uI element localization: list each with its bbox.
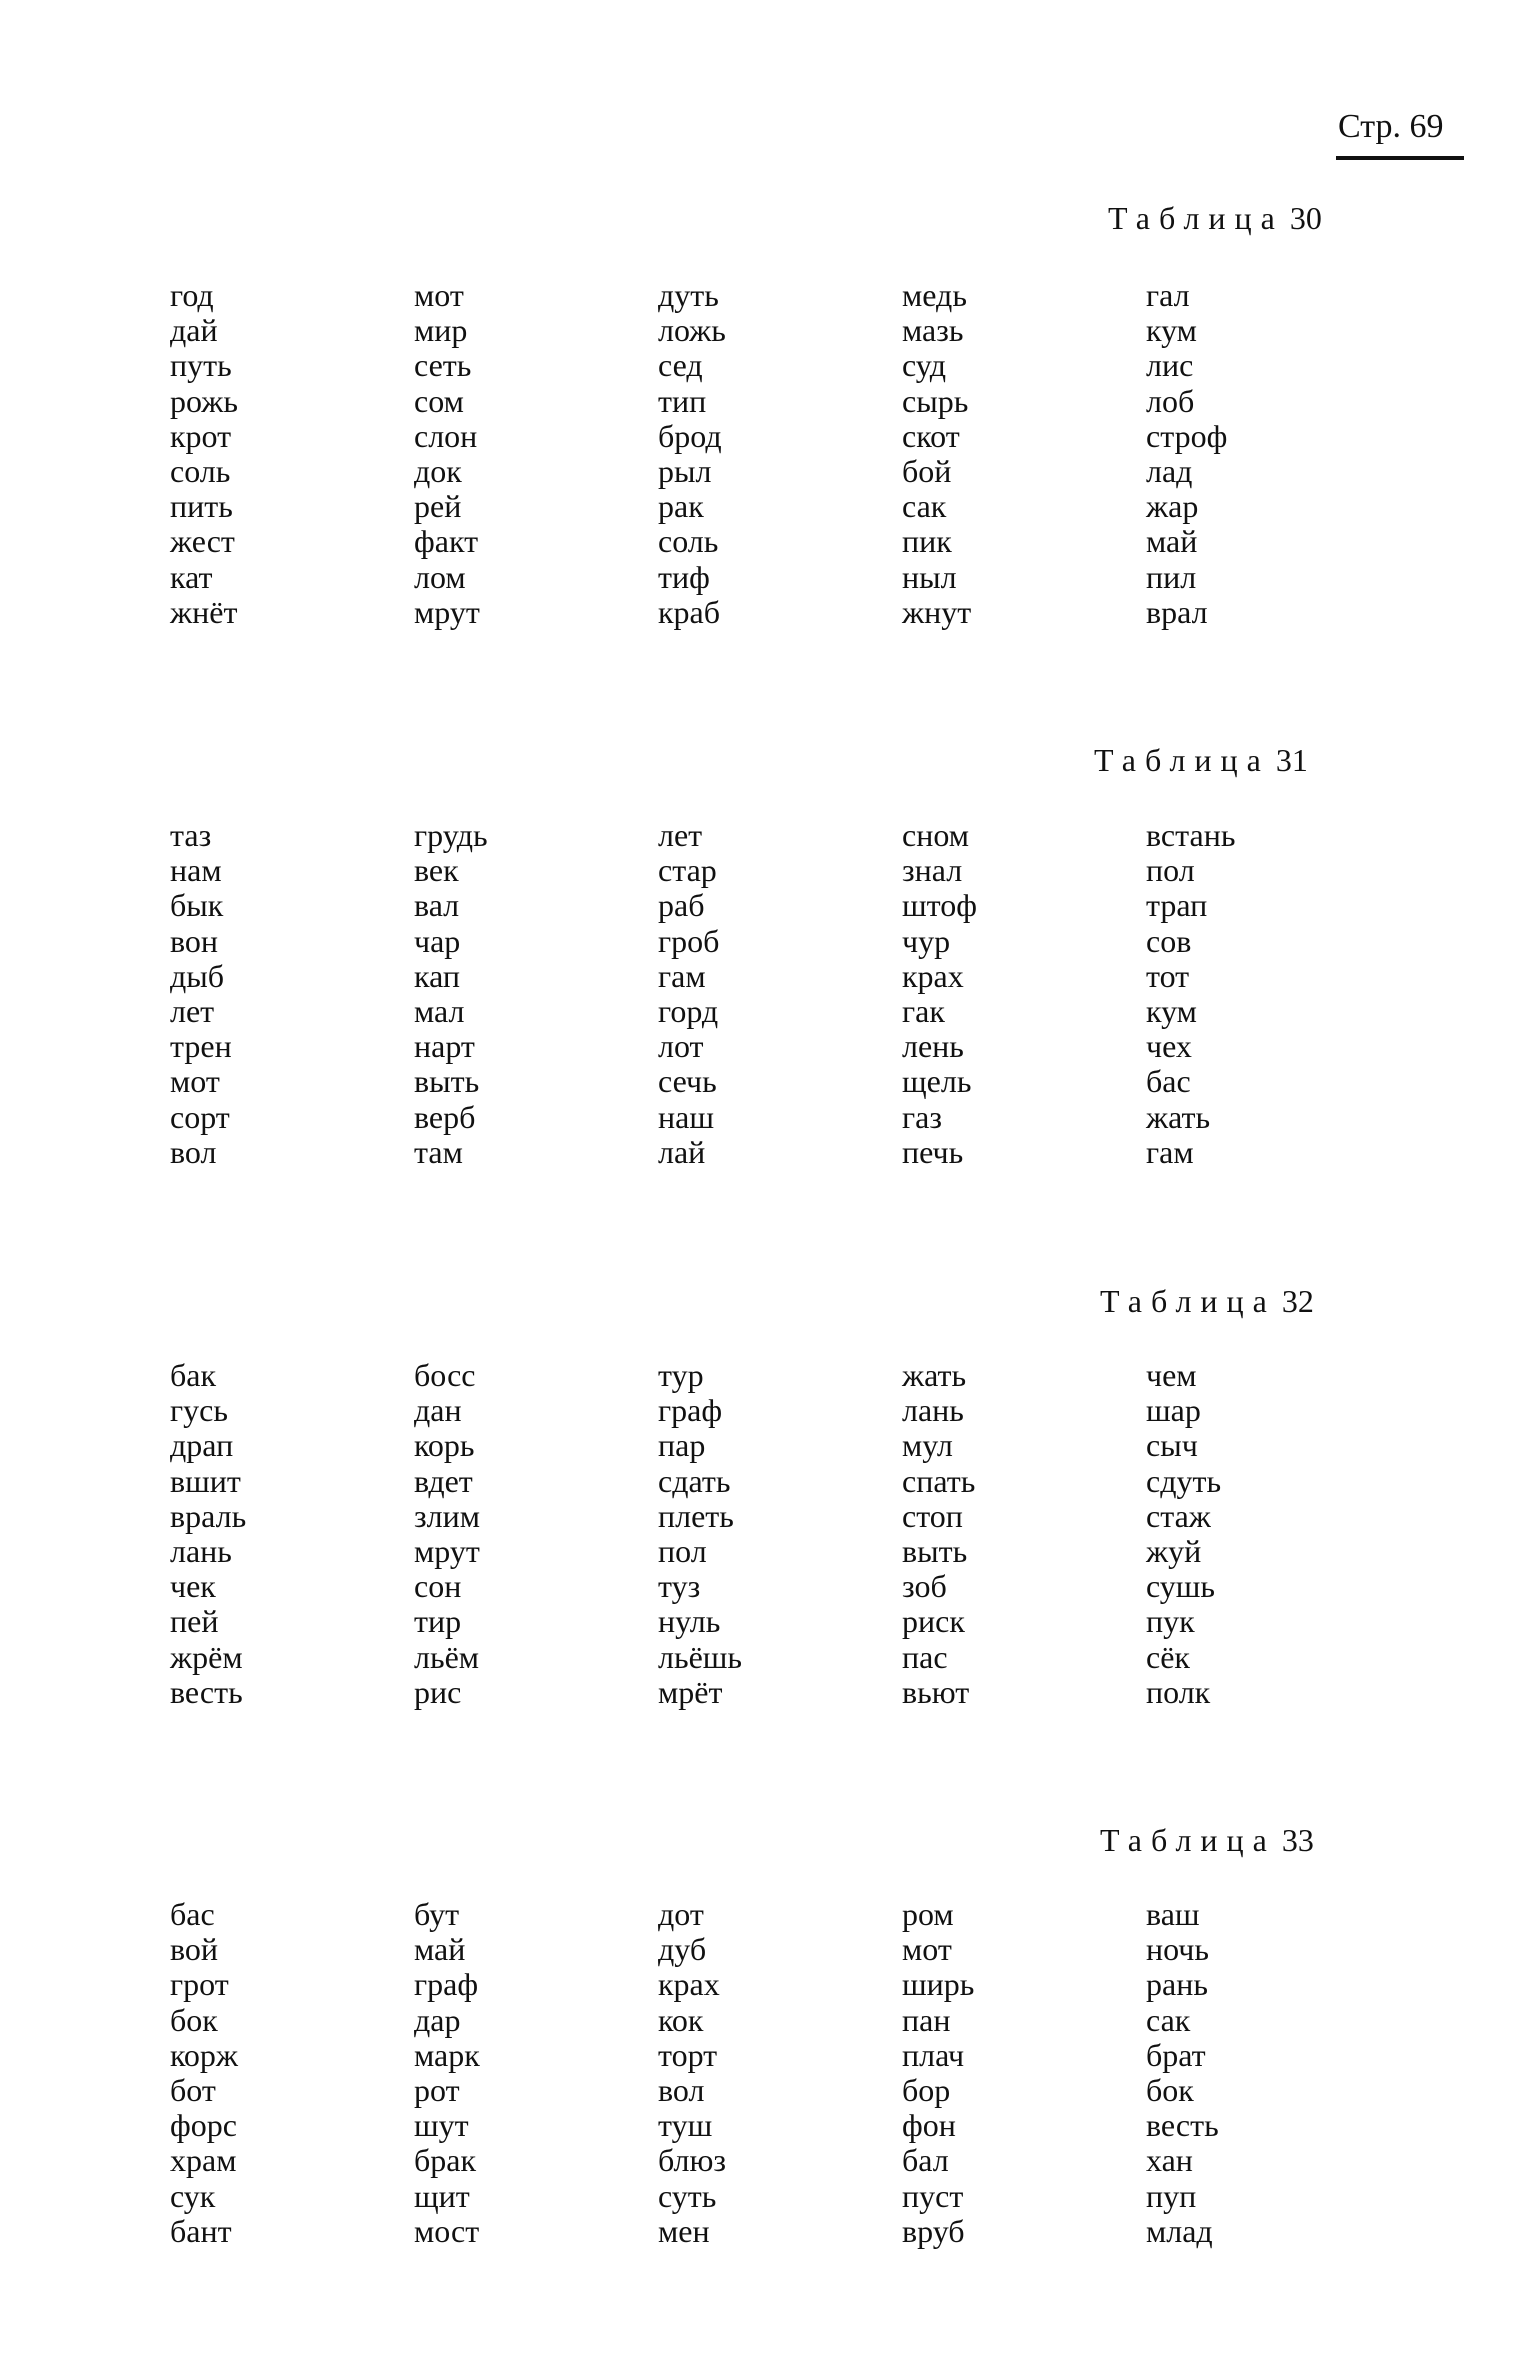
word-item: гам xyxy=(1146,1133,1194,1170)
word-item: мот xyxy=(170,1063,220,1100)
word-item: год xyxy=(170,277,214,313)
word-item: бок xyxy=(170,2001,218,2038)
word-item: туз xyxy=(658,1568,701,1605)
word-item: штоф xyxy=(902,887,977,924)
word-item: пил xyxy=(1146,558,1197,595)
word-item: встань xyxy=(1146,817,1236,853)
table-33-heading xyxy=(1100,1822,1314,1859)
word-item: гроб xyxy=(658,922,720,959)
word-item: жнёт xyxy=(170,593,238,630)
word-item: марк xyxy=(414,2036,480,2073)
word-item: весть xyxy=(170,1673,243,1710)
word-item: нам xyxy=(170,852,222,889)
word-item: ром xyxy=(902,1896,954,1932)
word-column xyxy=(902,278,971,630)
word-item: брод xyxy=(658,417,722,454)
word-item: бык xyxy=(170,887,224,924)
word-item: сыч xyxy=(1146,1427,1198,1464)
word-item: мул xyxy=(902,1427,953,1464)
word-item: брак xyxy=(414,2142,477,2179)
word-item: мазь xyxy=(902,312,964,349)
word-item: стар xyxy=(658,852,717,889)
word-item: наш xyxy=(658,1098,714,1135)
word-item: сдать xyxy=(658,1462,731,1499)
word-item: плач xyxy=(902,2036,965,2073)
word-item: факт xyxy=(414,523,479,560)
word-item: май xyxy=(414,1931,466,1968)
word-item: пей xyxy=(170,1603,219,1640)
word-item: полк xyxy=(1146,1673,1211,1710)
word-item: сон xyxy=(414,1568,462,1605)
word-item: жать xyxy=(902,1357,967,1393)
word-item: весть xyxy=(1146,2107,1219,2144)
word-item: хан xyxy=(1146,2142,1193,2179)
page-number: Стр. 69 xyxy=(1338,108,1444,145)
word-item: дуть xyxy=(658,277,719,313)
word-item: пас xyxy=(902,1638,948,1675)
word-item: суд xyxy=(902,347,947,384)
word-item: газ xyxy=(902,1098,942,1135)
table-heading-label: Таблица xyxy=(1108,200,1284,236)
word-item: чек xyxy=(170,1568,216,1605)
word-item: рот xyxy=(414,2071,460,2108)
word-column xyxy=(1146,278,1227,630)
word-item: вьют xyxy=(902,1673,970,1710)
word-column xyxy=(170,1358,246,1710)
word-item: ложь xyxy=(658,312,726,349)
word-item: рыл xyxy=(658,452,712,489)
word-item: рань xyxy=(1146,1966,1208,2003)
word-item: вал xyxy=(414,887,460,924)
word-column xyxy=(658,278,726,630)
word-item: гал xyxy=(1146,277,1190,313)
word-column xyxy=(658,818,719,1170)
word-item: вшит xyxy=(170,1462,241,1499)
word-item: горд xyxy=(658,992,719,1029)
word-item: выть xyxy=(902,1532,968,1569)
word-item: крах xyxy=(902,957,964,994)
word-item: жрём xyxy=(170,1638,243,1675)
word-item: вон xyxy=(170,922,219,959)
word-item: мрёт xyxy=(658,1673,723,1710)
word-item: сечь xyxy=(658,1063,717,1100)
word-item: шут xyxy=(414,2107,469,2144)
word-column xyxy=(170,1897,238,2249)
word-item: чур xyxy=(902,922,951,959)
word-item: бас xyxy=(170,1896,215,1932)
word-item: жать xyxy=(1146,1098,1211,1135)
word-item: корж xyxy=(170,2036,239,2073)
table-heading-number: 30 xyxy=(1289,200,1322,236)
word-item: шар xyxy=(1146,1392,1201,1429)
word-item: стоп xyxy=(902,1497,963,1534)
word-item: дай xyxy=(170,312,218,349)
word-item: соль xyxy=(658,523,719,560)
word-item: трап xyxy=(1146,887,1208,924)
word-item: нуль xyxy=(658,1603,721,1640)
word-item: лад xyxy=(1146,452,1193,489)
word-item: кок xyxy=(658,2001,704,2038)
word-item: сед xyxy=(658,347,703,384)
word-item: май xyxy=(1146,523,1198,560)
word-item: сеть xyxy=(414,347,472,384)
word-item: ныл xyxy=(902,558,957,595)
word-item: лень xyxy=(902,1028,964,1065)
word-item: там xyxy=(414,1133,463,1170)
word-item: бас xyxy=(1146,1063,1191,1100)
page-number-underline xyxy=(1336,156,1464,160)
table-heading-number: 31 xyxy=(1275,742,1308,778)
word-item: тир xyxy=(414,1603,462,1640)
word-item: сук xyxy=(170,2177,216,2214)
word-item: лет xyxy=(658,817,703,853)
word-item: ваш xyxy=(1146,1896,1200,1932)
word-item: сорт xyxy=(170,1098,230,1135)
word-item: дар xyxy=(414,2001,461,2038)
word-item: лот xyxy=(658,1028,704,1065)
word-item: сном xyxy=(902,817,969,853)
word-item: док xyxy=(414,452,462,489)
word-item: форс xyxy=(170,2107,237,2144)
word-item: тот xyxy=(1146,957,1190,994)
word-column xyxy=(1146,818,1235,1170)
word-column xyxy=(414,1897,480,2249)
word-item: стаж xyxy=(1146,1497,1211,1534)
word-item: храм xyxy=(170,2142,237,2179)
table-heading-label: Таблица xyxy=(1100,1283,1276,1319)
word-column xyxy=(1146,1897,1219,2249)
word-item: фон xyxy=(902,2107,956,2144)
word-item: мрут xyxy=(414,1532,480,1569)
word-item: сов xyxy=(1146,922,1192,959)
word-item: чех xyxy=(1146,1028,1192,1065)
word-column xyxy=(170,278,238,630)
word-item: бант xyxy=(170,2212,232,2249)
word-item: босс xyxy=(414,1357,476,1393)
table-31-heading xyxy=(1094,742,1308,779)
word-item: мал xyxy=(414,992,465,1029)
table-30 xyxy=(170,278,1320,628)
word-item: рак xyxy=(658,488,704,525)
word-item: жнут xyxy=(902,593,972,630)
word-item: врал xyxy=(1146,593,1208,630)
word-item: тип xyxy=(658,382,707,419)
table-heading-label: Таблица xyxy=(1094,742,1270,778)
word-item: злим xyxy=(414,1497,480,1534)
word-item: брат xyxy=(1146,2036,1206,2073)
word-item: лом xyxy=(414,558,466,595)
word-item: медь xyxy=(902,277,967,313)
word-item: лай xyxy=(658,1133,706,1170)
word-item: плеть xyxy=(658,1497,734,1534)
table-32-heading xyxy=(1100,1283,1314,1320)
word-item: строф xyxy=(1146,417,1228,454)
word-item: трен xyxy=(170,1028,232,1065)
word-item: суть xyxy=(658,2177,717,2214)
word-item: тиф xyxy=(658,558,710,595)
word-column xyxy=(414,278,480,630)
table-32 xyxy=(170,1358,1320,1708)
word-item: зоб xyxy=(902,1568,947,1605)
word-item: торт xyxy=(658,2036,718,2073)
word-item: гам xyxy=(658,957,706,994)
word-column xyxy=(902,1897,974,2249)
word-item: бак xyxy=(170,1357,217,1393)
word-item: выть xyxy=(414,1063,480,1100)
word-item: сак xyxy=(1146,2001,1191,2038)
word-item: пар xyxy=(658,1427,706,1464)
word-item: гак xyxy=(902,992,945,1029)
word-column xyxy=(170,818,232,1170)
word-item: знал xyxy=(902,852,963,889)
word-item: пуп xyxy=(1146,2177,1197,2214)
word-item: щель xyxy=(902,1063,972,1100)
word-column xyxy=(902,818,977,1170)
word-item: корь xyxy=(414,1427,475,1464)
word-column xyxy=(414,818,488,1170)
word-item: чар xyxy=(414,922,461,959)
word-item: сдуть xyxy=(1146,1462,1222,1499)
table-31 xyxy=(170,818,1320,1168)
word-item: лань xyxy=(902,1392,964,1429)
word-item: жест xyxy=(170,523,235,560)
word-item: верб xyxy=(414,1098,476,1135)
word-item: бут xyxy=(414,1896,460,1932)
word-item: рис xyxy=(414,1673,462,1710)
word-item: сак xyxy=(902,488,947,525)
word-item: кап xyxy=(414,957,460,994)
word-item: соль xyxy=(170,452,231,489)
word-item: мен xyxy=(658,2212,710,2249)
word-item: рожь xyxy=(170,382,238,419)
word-item: млад xyxy=(1146,2212,1213,2249)
table-heading-number: 33 xyxy=(1281,1822,1314,1858)
word-item: бой xyxy=(902,452,952,489)
table-30-heading xyxy=(1108,200,1322,237)
word-item: жуй xyxy=(1146,1532,1202,1569)
word-item: пол xyxy=(1146,852,1195,889)
word-column xyxy=(658,1358,742,1710)
word-item: щит xyxy=(414,2177,470,2214)
word-item: вдет xyxy=(414,1462,473,1499)
word-item: лис xyxy=(1146,347,1194,384)
word-item: бок xyxy=(1146,2071,1194,2108)
word-item: пить xyxy=(170,488,233,525)
word-item: бор xyxy=(902,2071,951,2108)
word-item: спать xyxy=(902,1462,976,1499)
word-item: льём xyxy=(414,1638,480,1675)
word-item: враль xyxy=(170,1497,247,1534)
word-item: ночь xyxy=(1146,1931,1209,1968)
table-heading-label: Таблица xyxy=(1100,1822,1276,1858)
word-item: льёшь xyxy=(658,1638,742,1675)
word-item: драп xyxy=(170,1427,234,1464)
word-item: туш xyxy=(658,2107,713,2144)
word-item: дуб xyxy=(658,1931,707,1968)
word-item: ширь xyxy=(902,1966,975,2003)
word-item: слон xyxy=(414,417,478,454)
word-column xyxy=(1146,1358,1221,1710)
word-item: мот xyxy=(902,1931,952,1968)
word-item: нарт xyxy=(414,1028,475,1065)
word-item: вой xyxy=(170,1931,219,1968)
word-item: сушь xyxy=(1146,1568,1216,1605)
word-column xyxy=(414,1358,480,1710)
word-item: крот xyxy=(170,417,232,454)
word-item: пук xyxy=(1146,1603,1195,1640)
word-item: мрут xyxy=(414,593,480,630)
word-item: граф xyxy=(658,1392,723,1429)
word-item: мост xyxy=(414,2212,480,2249)
word-item: лань xyxy=(170,1532,232,1569)
word-item: бал xyxy=(902,2142,949,2179)
word-item: вол xyxy=(170,1133,217,1170)
word-item: кум xyxy=(1146,992,1197,1029)
word-item: печь xyxy=(902,1133,964,1170)
word-item: сом xyxy=(414,382,464,419)
word-item: век xyxy=(414,852,459,889)
word-item: сёк xyxy=(1146,1638,1190,1675)
word-item: грот xyxy=(170,1966,229,2003)
word-item: пик xyxy=(902,523,952,560)
word-column xyxy=(902,1358,975,1710)
word-item: блюз xyxy=(658,2142,726,2179)
word-item: мир xyxy=(414,312,468,349)
word-item: лоб xyxy=(1146,382,1195,419)
table-33 xyxy=(170,1897,1320,2247)
word-item: пуст xyxy=(902,2177,964,2214)
word-item: кум xyxy=(1146,312,1197,349)
word-item: скот xyxy=(902,417,960,454)
table-heading-number: 32 xyxy=(1281,1283,1314,1319)
word-item: путь xyxy=(170,347,232,384)
word-item: рей xyxy=(414,488,462,525)
word-item: таз xyxy=(170,817,212,853)
word-item: грудь xyxy=(414,817,488,853)
word-item: лет xyxy=(170,992,215,1029)
word-item: сырь xyxy=(902,382,969,419)
word-item: граф xyxy=(414,1966,479,2003)
word-item: тур xyxy=(658,1357,704,1393)
word-item: раб xyxy=(658,887,705,924)
word-item: риск xyxy=(902,1603,965,1640)
word-item: дот xyxy=(658,1896,704,1932)
word-item: пан xyxy=(902,2001,951,2038)
word-item: дан xyxy=(414,1392,462,1429)
word-item: мот xyxy=(414,277,464,313)
word-item: вол xyxy=(658,2071,705,2108)
word-item: дыб xyxy=(170,957,225,994)
word-item: гусь xyxy=(170,1392,228,1429)
word-item: пол xyxy=(658,1532,707,1569)
word-item: краб xyxy=(658,593,721,630)
word-column xyxy=(658,1897,726,2249)
word-item: крах xyxy=(658,1966,720,2003)
word-item: жар xyxy=(1146,488,1199,525)
word-item: кат xyxy=(170,558,213,595)
word-item: вруб xyxy=(902,2212,965,2249)
word-item: чем xyxy=(1146,1357,1197,1393)
word-item: бот xyxy=(170,2071,216,2108)
